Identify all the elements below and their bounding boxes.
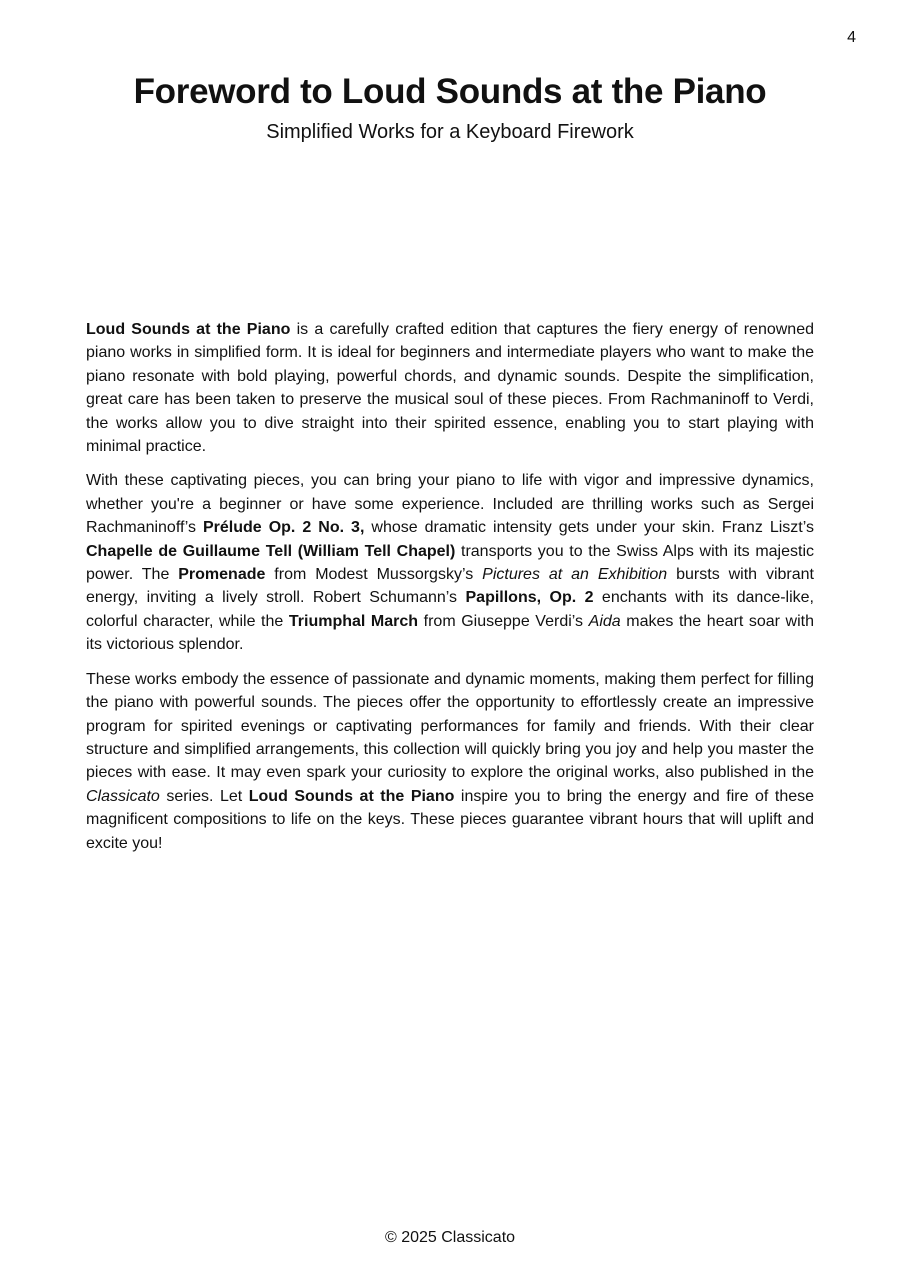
text-run: bursts with vibrant energy, inviting a lively stroll. Robert Schumann’s [86, 566, 814, 607]
series-name: Classicato [86, 787, 160, 805]
work-title-promenade: Promenade [178, 566, 266, 584]
text-run: With these captivating pieces, you can bring your piano to life with vigor and impressive dynamics, whether you're a beginner or have some experience. Included are thrilling works such as Sergei Rachmaninoff’s [86, 472, 814, 537]
page-number: 4 [847, 29, 856, 46]
paragraph-works [86, 469, 814, 656]
text-run: from Modest Mussorgsky’s [265, 566, 483, 584]
text-run: from Giuseppe Verdi’s [418, 612, 589, 630]
text-run: series. Let [159, 787, 249, 805]
text-run: transports you to the Swiss Alps with its majestic power. The [86, 542, 815, 584]
page-subtitle: Simplified Works for a Keyboard Firework [266, 121, 634, 143]
text-run: is a carefully crafted edition that captures the fiery energy of renowned piano works in simplified form. It is ideal for beginners and intermediate players who want to make the piano resonate with bold playing, powerful chords, and dynamic sounds. Despite the simplification, great care has been taken to preserve the musical soul of these pieces. From Rachmaninoff to Verdi, the works allow you to dive straight into their spirited essence, enabling you to start playing with minimal practice. [86, 321, 815, 456]
book-title-bold: Loud Sounds at the Piano [86, 321, 291, 338]
work-title-papillons: Papillons, Op. 2 [465, 589, 594, 607]
book-title-bold: Loud Sounds at the Piano [248, 787, 455, 805]
foreword-body [86, 318, 814, 866]
text-run: These works embody the essence of passionate and dynamic moments, making them perfect for filling the piano with powerful sounds. The pieces offer the opportunity to effortlessly create an impressive program for spirited evenings or captivating performances for family and friends. With their clear structure and simplified arrangements, this collection will quickly bring you joy and help you master the pieces with ease. It may even spark your curiosity to explore the original works, also published in the [86, 670, 814, 782]
work-title-prelude: Prélude Op. 2 No. 3, [203, 519, 365, 537]
text-run: whose dramatic intensity gets under your skin. Franz Liszt’s [364, 519, 814, 537]
text-run: inspire you to bring the energy and fire of these magnificent compositions to life on the keys. These pieces guarantee vibrant hours that will uplift and excite you! [86, 787, 815, 852]
paragraph-intro [86, 318, 814, 458]
work-title-triumphal-march: Triumphal March [288, 612, 419, 630]
paragraph-closing [86, 668, 814, 855]
work-title-pictures: Pictures at an Exhibition [482, 566, 668, 584]
work-title-chapelle: Chapelle de Guillaume Tell (William Tell Chapel) [86, 542, 456, 560]
page-title: Foreword to Loud Sounds at the Piano [133, 72, 767, 111]
text-run: enchants with its dance-like, colorful character, while the [86, 589, 814, 630]
copyright-footer: © 2025 Classicato [384, 1229, 516, 1246]
text-run: makes the heart soar with its victorious splendor. [86, 612, 815, 654]
work-title-aida: Aida [588, 612, 621, 630]
